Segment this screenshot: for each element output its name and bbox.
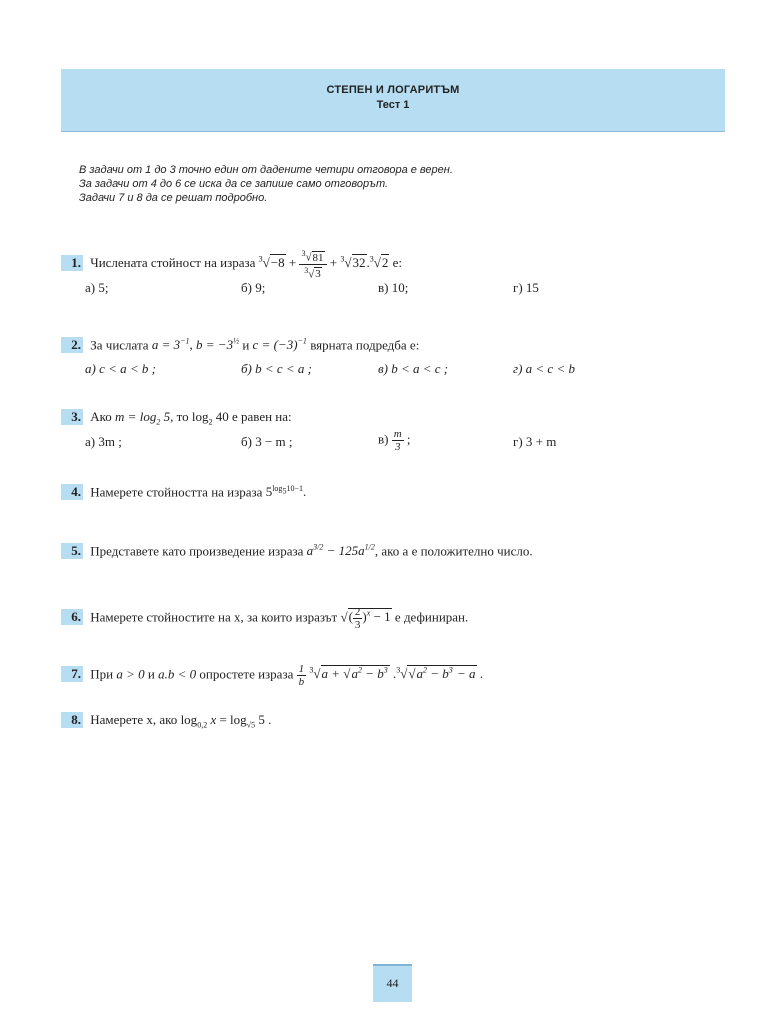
question-5 [61,543,533,559]
question-7 [61,663,483,688]
instructions [79,163,453,205]
question-1 [61,248,402,280]
question-text: За числата [90,337,149,353]
question-4 [61,484,306,500]
question-text: Представете като произведение израза [90,543,304,559]
option: б) 3 − m ; [241,434,293,449]
question-6 [61,606,468,631]
math-expression: $5^{log_510-1}$. [265,484,307,500]
question-tail: е: [392,255,403,271]
math-expression: a.b < 0 [158,666,197,682]
question-tail: опростете израза [199,666,294,682]
math-expression: a > 0 [116,666,145,682]
option: в) $\frac{m}{3}$ ; [378,428,411,453]
instruction-line: Задачи 7 и 8 да се решат подробно. [79,192,268,204]
question-tail: , ако a е положително число. [374,543,533,559]
math-expression: $a^{3/2} - 125a^{1/2}$ [306,543,375,559]
question-text: Намерете x, ако [90,712,178,727]
question-mid: и [147,666,155,682]
option: г) a < c < b [513,361,575,376]
question-text: Ако [90,409,112,424]
question-number: 5. [61,543,83,559]
question-text: При [90,666,114,682]
question-number: 4. [61,484,83,500]
question-number: 8. [61,712,83,728]
math-expression: $a = 3^{-1}$, $b = -3^{\frac{1}{2}}$ [151,337,240,353]
question-tail: е дефиниран. [394,609,469,625]
question-2: 2. За числата $a = 3^{-1}$, $b = -3^{\frac{1}{2}}$ и $c = (-3)^{-1}$ вярната подредба е: [61,337,419,353]
option: а) 3m ; [85,434,122,449]
option: б) 9; [241,280,266,295]
option: а) 5; [85,280,109,295]
question-number: 3. [61,409,83,425]
option: в) b < a < c ; [378,361,449,376]
instruction-line: В задачи от 1 до 3 точно един от дадените четири отговора е верен. [79,164,453,176]
question-8 [61,712,271,730]
option: в) 10; [378,280,409,295]
question-number: 2. [61,337,83,353]
question-text: Числената стойност на израза [90,255,256,271]
question-number: 1. [61,255,83,271]
question-3: 3. Ако $m = \log_2 5$, то $\log_2 40$ е равен на: [61,409,292,427]
option: г) 15 [513,280,539,295]
page-number: 44 [373,964,412,1002]
math-expression: √( $\frac{2}{3}$ )$^x$ − 1 [340,606,391,631]
question-tail: е равен на: [231,409,292,424]
math-expression: $\frac{1}{b}$ $^3√a + √a^2 - b^3$ $.^3√√a^2 - b^3 - a$ . [298,663,484,688]
math-expression: $^3$√−8 + $\frac{^3√81}{^3√3}$ + $^3$√32.$^3$√2 [258,249,389,281]
option: г) 3 + m [513,434,557,449]
math-expression: $\log_{0,2} x = \log_{√5} 5$ . [180,712,272,730]
question-text: Намерете стойностите на x, за които изразът [90,609,338,625]
math-expression: $m = \log_2 5$ [115,409,171,427]
math-expression: $c = (-3)^{-1}$ [252,337,307,353]
question-text: Намерете стойността на израза [90,484,263,500]
question-number: 7. [61,666,83,682]
question-tail: вярната подредба е: [310,337,420,353]
option: б) b < c < a ; [241,361,313,376]
instruction-line: За задачи от 4 до 6 се иска да се запише само отговорът. [79,178,389,190]
page-header [61,69,725,132]
question-number: 6. [61,609,83,625]
page-title: СТЕПЕН И ЛОГАРИТЪМ [326,84,460,96]
page-subtitle: Тест 1 [376,99,410,111]
option: а) c < a < b ; [85,361,156,376]
math-expression: $\log_2 40$ [191,409,229,427]
